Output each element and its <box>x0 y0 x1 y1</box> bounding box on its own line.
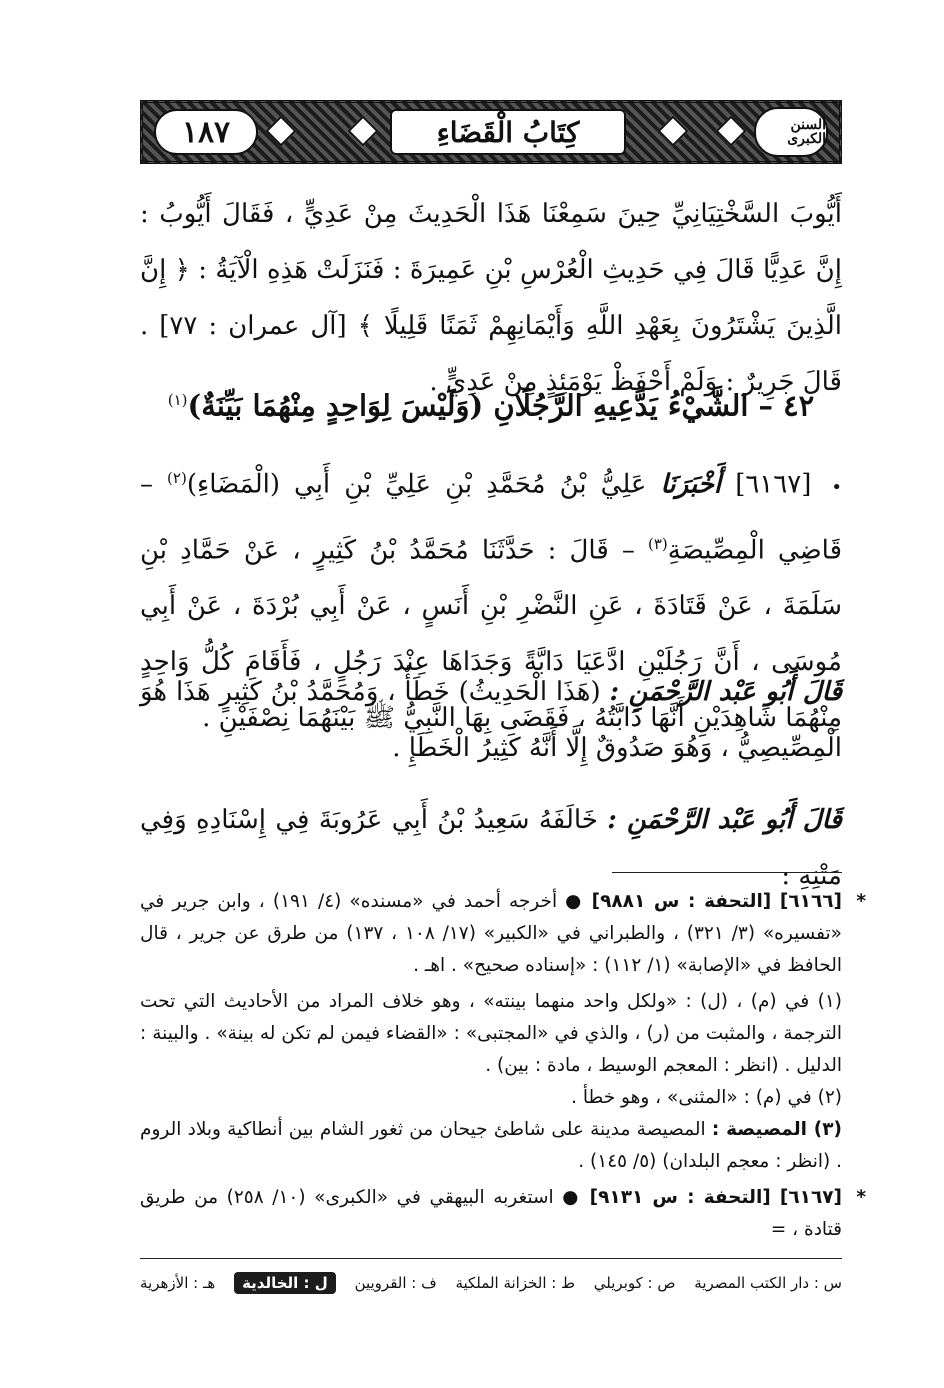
takhrij-note-6167 <box>140 1182 866 1246</box>
page-number-box <box>154 109 258 155</box>
takhrij-text: ● استغربه البيهقي في «الكبرى» (١٠/ ٢٥٨) من طريق قتادة ، = <box>140 1187 842 1240</box>
takhrij-text: ● أخرجه أحمد في «مسنده» (٤/ ١٩١) ، وابن جرير في «تفسيره» (٣/ ٣٢١) ، والطبراني في «الكبير» (١٧/ ١٠٨ ، ١٣٧) من طرق عن جرير ، قال الحافظ في «الإصابة» (١/ ١١٢) : «إسناده صحيح» . اهـ . <box>140 891 842 976</box>
footnote-ref: (١) <box>167 391 188 409</box>
book-title-box <box>390 109 626 155</box>
bullet-icon: • <box>831 476 843 498</box>
commentary-paragraph <box>140 664 842 776</box>
takhrij-note-6166 <box>140 886 866 982</box>
series-logo <box>754 107 828 157</box>
series-logo-text: السنن الكبرى <box>787 117 826 147</box>
hadith-text: – قَالَ : حَدَّثَنَا مُحَمَّدُ بْنُ كَثِيرٍ ، عَنْ حَمَّادِ بْنِ سَلَمَةَ ، عَنْ قَتَادَةَ ، عَنِ النَّضْرِ بْنِ أَنَسٍ ، عَنْ أَبِي بُرْدَةَ ، عَنْ أَبِي مُوسَى ، أَنَّ رَجُلَيْنِ ادَّعَيَا دَابَّةً وَجَدَاهَا عِنْدَ رَجُلٍ ، فَأَقَامَ كُلُّ وَاحِدٍ مِنْهُمَا شَاهِدَيْنِ أَنَّهَا دَابَّتُهُ ، فَقَضَى بِهَا النَّبِيُّ ﷺ بَيْنَهُمَا نِصْفَيْنِ . <box>140 535 842 734</box>
takhrij-tag: [٦١٦٦] [التحفة : س ٩٨٨١] <box>591 891 842 912</box>
footnote-2: (٢) في (م) : «المثنى» ، وهو خطأ . <box>571 1087 842 1108</box>
footnote-text: المصيصة مدينة على شاطئ جيحان من ثغور الشام بين أنطاكية وبلاد الروم . (انظر : معجم البلدان) (٥/ ١٤٥) . <box>140 1119 842 1172</box>
footnote-ref: (٣) <box>647 534 668 553</box>
manuscript-legend <box>140 1268 842 1298</box>
legend-item: ف : القرويين <box>354 1274 437 1292</box>
hadith-number: [٦١٦٧] <box>735 469 812 500</box>
legend-item-highlighted: ل : الخالدية <box>234 1272 336 1294</box>
legend-item: س : دار الكتب المصرية <box>694 1274 842 1292</box>
narrator-text: – قَاضِي الْمِصِّيصَةِ <box>140 469 843 566</box>
commentary-text: (هَذَا الْحَدِيثُ) خَطَأٌ ، وَمُحَمَّدُ بْنُ كَثِيرٍ هَذَا هُوَ الْمِصِّيصِيُّ ، وَهُوَ صَدُوقٌ إِلَّا أَنَّهُ كَثِيرُ الْخَطَإِ . <box>140 677 842 763</box>
chapter-heading <box>140 372 842 434</box>
footnote-1: (١) في (م) ، (ل) : «ولكل واحد منهما بينته» ، وهو خلاف المراد من الأحاديث التي تحت الترجمة ، والمثبت من (ر) ، والذي في «المجتبى» : «القضاء فيمن لم تكن له بينة» . والبينة : الدليل . (انظر : المعجم الوسيط ، مادة : بين) . <box>140 991 842 1076</box>
paragraph-text: أَيُّوبَ السَّخْتِيَانِيِّ حِينَ سَمِعْنَا هَذَا الْحَدِيثَ مِنْ عَدِيٍّ ، فَقَالَ أَيُّوبُ : إِنَّ عَدِيًّا قَالَ فِي حَدِيثِ الْعُرْسِ بْنِ عَمِيرَةَ : فَنَزَلَتْ هَذِهِ الْآيَةُ : ﴿ إِنَّ الَّذِينَ يَشْتَرُونَ بِعَهْدِ اللَّهِ وَأَيْمَانِهِمْ ثَمَنًا قَلِيلًا ﴾ [آل عمران : ٧٧] . قَالَ جَرِيرٌ : وَلَمْ أَحْفَظْ يَوْمَئِذٍ مِنْ عَدِيٍّ . <box>140 199 843 397</box>
takhrij-tag: [٦١٦٧] [التحفة : س ٩١٣١] <box>589 1187 842 1208</box>
star-icon: * <box>856 891 866 912</box>
footnote-lead: (٣) المصيصة : <box>711 1119 843 1140</box>
commentary-lead: قَالَ أَبُو عَبْد الرَّحْمَنِ : <box>609 677 842 707</box>
legend-item: هـ : الأزهرية <box>140 1274 216 1292</box>
footnote-3 <box>140 1114 842 1178</box>
page-header <box>140 100 842 164</box>
star-icon: * <box>856 1187 866 1208</box>
footnotes <box>140 886 866 1246</box>
narrator-text: عَلِيُّ بْنُ مُحَمَّدِ بْنِ عَلِيِّ بْنِ أَبِي (الْمَضَاءِ) <box>186 469 647 500</box>
chapter-heading-text: ٤٢ – الشَّيْءُ يَدَّعِيهِ الرَّجُلَانِ (وَلَيْسَ لِوَاحِدٍ مِنْهُمَا بَيِّنَةٌ) <box>187 388 815 423</box>
narration-lead: أَخْبَرَنَا <box>660 469 722 500</box>
commentary-text: خَالَفَهُ سَعِيدُ بْنُ أَبِي عَرُوبَةَ فِي إِسْنَادِهِ وَفِي مَتْنِهِ : <box>140 805 842 891</box>
footnote-separator <box>612 872 842 873</box>
page-number: ١٨٧ <box>181 114 231 150</box>
legend-separator <box>140 1258 842 1259</box>
legend-item: ط : الخزانة الملكية <box>455 1274 575 1292</box>
legend-item: ص : كوبريلي <box>593 1274 676 1292</box>
footnote-ref: (٢) <box>167 469 187 487</box>
book-title: كِتَابُ الْقَضَاءِ <box>436 115 580 149</box>
commentary-lead: قَالَ أَبُو عَبْد الرَّحْمَنِ : <box>607 805 842 835</box>
